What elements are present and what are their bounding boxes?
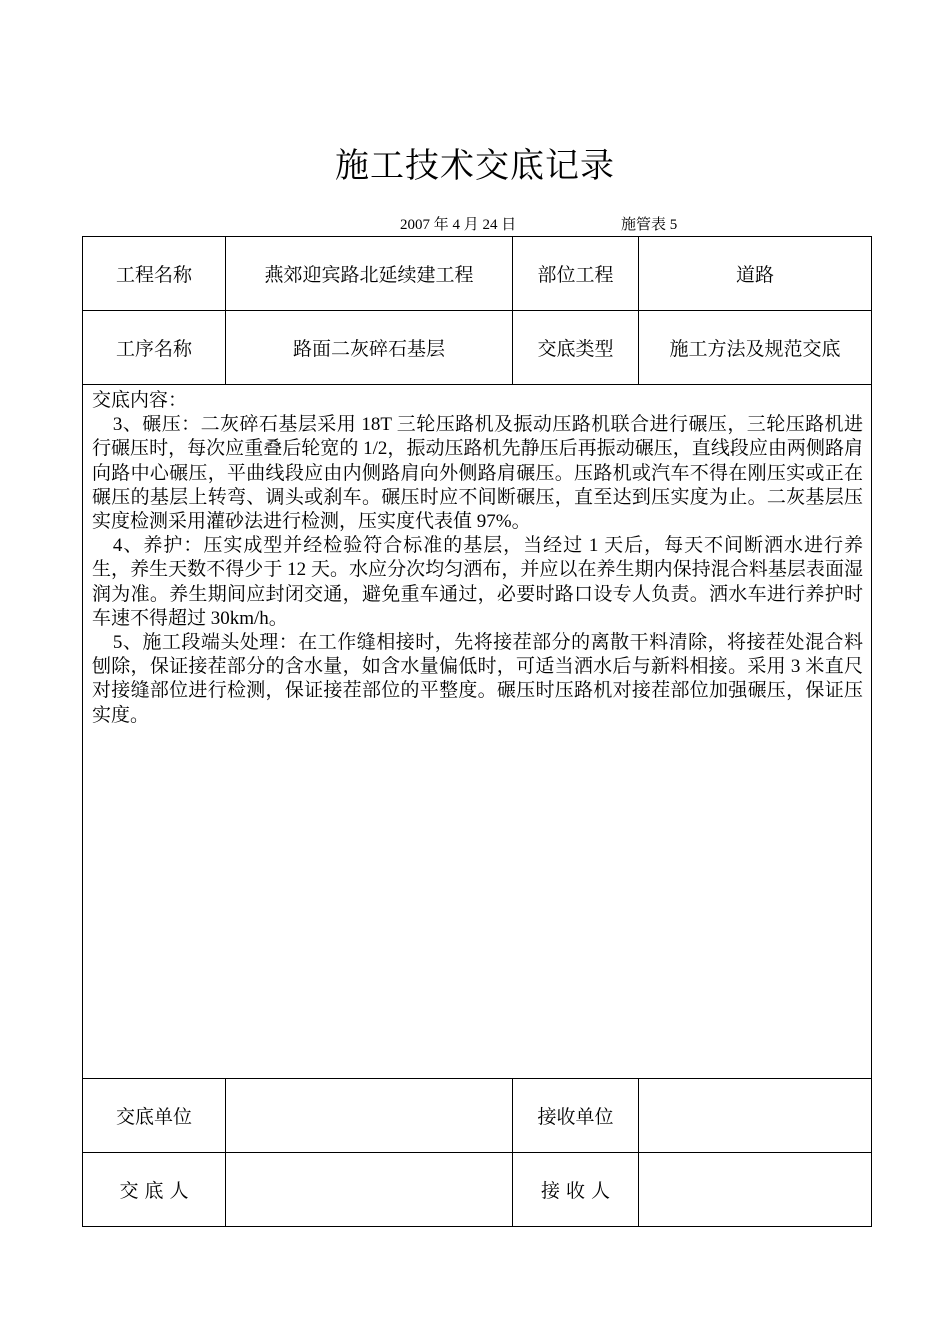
page-title: 施工技术交底记录: [335, 146, 615, 186]
issuer-unit-label: 交底单位: [83, 1079, 226, 1153]
table-row-person: [83, 1153, 872, 1227]
table-row-content: [83, 385, 872, 1079]
issuer-person-value: [226, 1153, 513, 1227]
form-number: 施管表 5: [621, 217, 678, 233]
receiver-unit-value: [639, 1079, 872, 1153]
table-row-process: [83, 311, 872, 385]
receiver-person-label: 接 收 人: [513, 1153, 639, 1227]
part-label: 部位工程: [513, 237, 639, 311]
content-paragraph-3: 3、碾压：二灰碎石基层采用 18T 三轮压路机及振动压路机联合进行碾压，三轮压路机进行碾压时，每次应重叠后轮宽的 1/2，振动压路机先静压后再振动碾压，直线段应由两侧路肩向路中心碾压，平曲线段应由内侧路肩向外侧路肩碾压。压路机或汽车不得在刚压实或正在碾压的基层上转弯、调头或刹车。碾压时应不间断碾压，直至达到压实度为止。二灰基层压实度检测采用灌砂法进行检测，压实度代表值 97%。: [92, 414, 863, 533]
record-table: [82, 236, 872, 1227]
table-row-project: [83, 237, 872, 311]
process-label: 工序名称: [83, 311, 226, 385]
record-date: 2007 年 4 月 24 日: [400, 217, 517, 233]
table-row-unit: [83, 1079, 872, 1153]
content-paragraph-5: 5、施工段端头处理：在工作缝相接时，先将接茬部分的离散干料清除，将接茬处混合料刨除，保证接茬部分的含水量，如含水量偏低时，可适当洒水后与新料相接。采用 3 米直尺对接缝部位进行检测，保证接茬部位的平整度。碾压时压路机对接茬部位加强碾压，保证压实度。: [92, 632, 863, 726]
project-name-label: 工程名称: [83, 237, 226, 311]
part-value: 道路: [639, 237, 872, 311]
issuer-person-label: 交 底 人: [83, 1153, 226, 1227]
content-label: 交底内容：: [92, 390, 188, 411]
content-paragraph-4: 4、养护：压实成型并经检验符合标准的基层，当经过 1 天后，每天不间断洒水进行养生，养生天数不得少于 12 天。水应分次均匀洒布，并应以在养生期内保持混合料基层表面湿润为准。养生期间应封闭交通，避免重车通过，必要时路口设专人负责。洒水车进行养护时车速不得超过 30km/h。: [92, 535, 863, 629]
project-name-value: 燕郊迎宾路北延续建工程: [226, 237, 513, 311]
meta-line: [400, 213, 678, 234]
type-value: 施工方法及规范交底: [639, 311, 872, 385]
issuer-unit-value: [226, 1079, 513, 1153]
process-value: 路面二灰碎石基层: [226, 311, 513, 385]
receiver-person-value: [639, 1153, 872, 1227]
content-cell: [83, 385, 872, 1079]
receiver-unit-label: 接收单位: [513, 1079, 639, 1153]
type-label: 交底类型: [513, 311, 639, 385]
